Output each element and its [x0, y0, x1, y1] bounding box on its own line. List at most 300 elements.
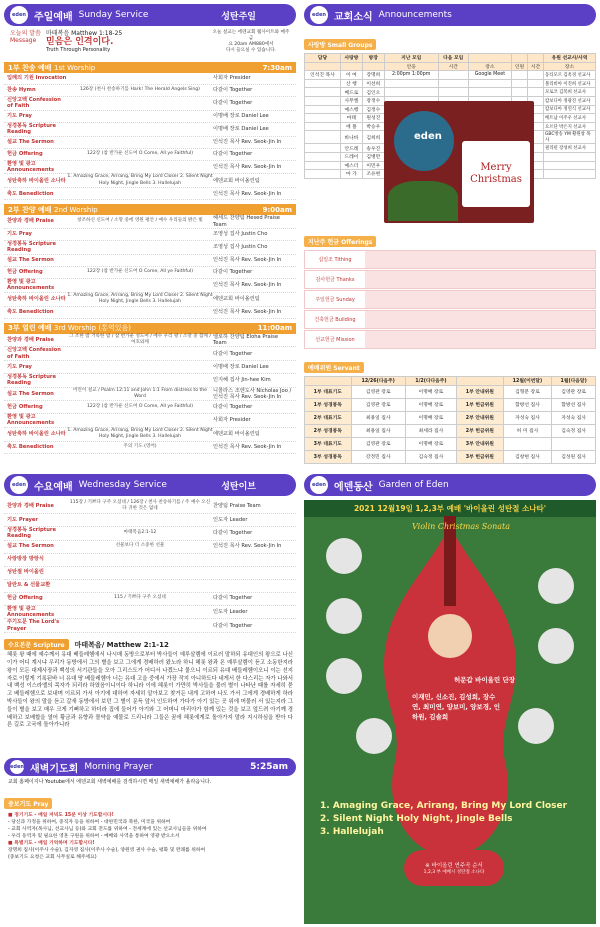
message-box: [4, 26, 296, 62]
servant-cell: 김성원 집사: [552, 450, 596, 463]
scripture-ref: 마태복음 Matthew 1:18-25: [46, 30, 123, 37]
sg-cell: 2:00pm 1:00pm: [384, 71, 438, 80]
offering-label: 감사헌금 Thanks: [305, 271, 365, 288]
servant-cell: 김숙정 집사: [552, 424, 596, 437]
order-leader: 인석진 목사 Rev. Seok-Jin In: [213, 163, 282, 170]
order-row: [4, 73, 296, 85]
sg-cell: Google Meet: [468, 71, 511, 80]
wednesday-order-list: [4, 500, 296, 633]
sg-cell: 캄보디아 정광진 선교사: [544, 96, 596, 105]
violin-sonata-poster: [304, 500, 596, 924]
order-row: [4, 267, 296, 279]
sg-cell: 에 폴: [340, 122, 362, 131]
sg-subheader-cell: 안웅: [384, 62, 438, 71]
member-photo: [356, 718, 392, 754]
sg-cell: 사무엘: [340, 96, 362, 105]
order-leader: 인지혜 집사 Jin-hee Kim: [213, 376, 271, 383]
offering-label: 주일헌금 Sunday: [305, 291, 365, 308]
program-list: [320, 800, 567, 839]
order-row: [4, 527, 296, 541]
order-leader: 다같이 Together: [213, 100, 253, 107]
order-item: 달란트 & 선물교환: [7, 582, 51, 589]
servant-cell: 최용일 집사: [351, 424, 405, 437]
sunday-header: [4, 4, 296, 26]
order-row: [4, 619, 296, 633]
servant-title: 예배위원 Servant: [304, 362, 364, 373]
offering-row: [304, 270, 596, 289]
offering-label: 십일조 Tithing: [305, 251, 365, 268]
eden-logo-icon: eden: [310, 6, 328, 24]
prayer-line: - 교회 사역자(목사님, 선교사님 등)와 교회 전도를 위하여 - 전세계에 있는 선교사님들을 위하여: [8, 827, 207, 833]
servant-header-cell: 12월(이번달): [503, 377, 552, 386]
sg-cell: 송우진: [362, 144, 384, 153]
order-item: 신앙고백 Confession of Faith: [7, 347, 61, 360]
sg-cell: 박승우: [362, 122, 384, 131]
order-row: [4, 554, 296, 567]
order-leader: 에덴교회 바이올린팀: [213, 177, 260, 184]
servant-cell: 김영관 장로: [351, 385, 405, 398]
sg-cell: 베드로: [340, 88, 362, 97]
announcements-panel: [304, 4, 596, 461]
member-photo: [326, 658, 362, 694]
servant-cell: 1부 성경봉독: [305, 398, 352, 411]
order-row: [4, 111, 296, 123]
prayer-line: ■ 특별기도 - 매일 기억하며 기도합시다!: [8, 841, 95, 847]
order-detail: 그 조한 밤 거룩한 밤 / 참 반가운 성도여 / 예수 우리 왕 / 소망 중 함께 / 여호와께: [69, 333, 211, 345]
order-detail: 1. Amazing Grace, Arirang, Bring My Lord Closer 2. Silent Night Holy Night, Jingle Bells 3. Hallelujah: [67, 427, 213, 440]
offering-label: 건축헌금 Building: [305, 311, 365, 328]
order-leader: 다같이 Together: [213, 269, 253, 276]
sg-cell: [527, 71, 543, 80]
order-item: 성경봉독 Scripture Reading: [7, 526, 56, 540]
merry-christmas-card: Merry Christmas: [462, 141, 530, 207]
order-row: [4, 593, 296, 606]
servant-cell: 3부 대표기도: [305, 437, 352, 450]
sg-cell: 원성진: [362, 114, 384, 123]
order-leader: 인석진 목사 Rev. Seok-Jin In: [213, 308, 282, 315]
sg-cell: 김인오: [362, 88, 384, 97]
christmas-photo: eden Merry Christmas: [384, 101, 534, 223]
sg-cell: [305, 122, 341, 131]
order-leader: 인석진 목사 Rev. Seok-Jin In: [213, 257, 282, 264]
announcements-header: [304, 4, 596, 26]
sg-subheader-cell: 인원: [512, 62, 528, 71]
sg-header-cell: 방장: [362, 54, 384, 63]
order-item: 환영 및 광고 Announcements: [7, 605, 55, 619]
sg-cell: [438, 79, 468, 88]
sg-cell: 바나바: [340, 131, 362, 144]
order-leader: 조영성 집사 Justin Cho: [213, 244, 268, 251]
order-row: [4, 361, 296, 374]
member-photo: [518, 708, 554, 744]
sg-cell: 장정수: [362, 96, 384, 105]
sg-cell: 김희희: [362, 131, 384, 144]
order-item: 신앙고백 Confession of Faith: [7, 97, 61, 110]
order-item: 찬양과 경배 Praise: [7, 336, 54, 343]
servant-cell: 이명배 장로: [405, 385, 456, 398]
sg-cell: 요르단 박은지 선교사: [544, 122, 596, 131]
order-item: 축도 Benediction: [7, 308, 54, 315]
wednesday-scripture-ref: 마태복음/ Matthew 2:1-12: [74, 640, 169, 649]
order-item: 성경봉독 Scripture Reading: [7, 241, 56, 254]
member-photo: [326, 598, 362, 634]
order-item: 성경봉독 Scripture Reading: [7, 122, 56, 136]
order-detail: 선물보다 더 소중한 선물: [115, 543, 165, 549]
servant-cell: 3부 헌금위원: [457, 450, 504, 463]
order-leader: 에덴교회 바이올린팀: [213, 295, 260, 302]
order-item: 기도 Pray: [7, 231, 32, 238]
sg-cell: 이민우: [362, 161, 384, 170]
order-item: 헌금 Offering: [7, 595, 43, 602]
sg-header-cell: 담당: [305, 54, 341, 63]
wednesday-scripture-head: [4, 639, 296, 650]
order-row: [4, 514, 296, 527]
dawn-prayer-subtitle: Morning Prayer: [84, 762, 153, 773]
order-row: [4, 123, 296, 137]
order-item: 환영 및 광고 Announcements: [7, 160, 55, 174]
order-detail: 126장 (천사 찬송하기를 Hark! The Herald Angels Sing): [80, 87, 200, 93]
order-leader: 니콜라스 조엔도사 Nicholas Joo / 인석진 목사 Rev. Seok-Jin In: [213, 387, 292, 400]
wednesday-title: 수요예배: [34, 481, 73, 493]
sg-cell: [305, 152, 341, 161]
sg-cell: [305, 88, 341, 97]
order-item: 설교 The Sermon: [7, 138, 54, 145]
order-row: [4, 606, 296, 620]
order-item: 성탄축하 바이올린 소나타: [7, 295, 66, 302]
sg-header-cell: 사랑방: [340, 54, 362, 63]
order-leader: 이명배 장로 Daniel Lee: [213, 363, 269, 370]
servant-cell: 김창현 집사: [503, 450, 552, 463]
small-groups-area: [304, 53, 596, 227]
sg-subheader-cell: [305, 62, 341, 71]
member-photo: [538, 628, 574, 664]
member-photo: [326, 538, 362, 574]
servant-cell: 자성숙 집사: [552, 411, 596, 424]
sg-header-cell: 다음 모임: [438, 54, 468, 63]
sunday-service-panel: [4, 4, 296, 452]
sonata-title: Violin Christmas Sonata: [412, 522, 511, 531]
order-leader: 다같이 Together: [213, 530, 253, 537]
eden-logo-icon: eden: [310, 476, 328, 494]
first-service-bar: 1부 찬송 예배 1st Worship 7:30am: [4, 62, 296, 73]
prayer-title: 중보기도 Pray: [4, 798, 52, 809]
order-leader: 이명배 장로 Daniel Lee: [213, 113, 269, 120]
servant-header-cell: 12/26(다음주): [351, 377, 405, 386]
third-service-bar: 3부 열린 예배 3rd Worship (통역있음) 11:00am: [4, 323, 296, 334]
servant-cell: [503, 437, 552, 450]
announcements-title: 교회소식: [334, 11, 373, 23]
order-row: [4, 442, 296, 455]
order-detail: 115장 / 기쁘다 구주 오셨네 / 126장 / 천사 찬송하기를 / 주 예수 오신 다 귀한 것은 없네: [69, 500, 211, 512]
sg-cell: [384, 79, 438, 88]
sg-cell: [305, 79, 341, 88]
sg-cell: [305, 96, 341, 105]
order-leader: 찬양팀 Praise Team: [213, 503, 261, 510]
sg-subheader-cell: 장소: [544, 62, 596, 71]
member-names: 이재민, 신소진, 김성희, 장수연, 최미연, 양보미, 양보경, 인하원, 김솔희: [412, 693, 500, 721]
servant-header-cell: 1/2(다다음주): [405, 377, 456, 386]
sg-header-cell: [512, 54, 528, 63]
sg-cell: 조유현: [362, 170, 384, 179]
order-item: 사랑방장 방랑식: [7, 556, 44, 563]
sg-cell: 필리핀 장성희 선교사: [544, 144, 596, 153]
message-label: 오늘의 말씀 Message: [10, 30, 41, 44]
eden-logo-icon: eden: [10, 476, 28, 494]
sg-subheader-cell: 시간: [438, 62, 468, 71]
order-item: 기도 Prayer: [7, 516, 38, 523]
sg-subheader-cell: [340, 62, 362, 71]
sg-cell: [305, 161, 341, 170]
order-row: [4, 149, 296, 161]
sg-cell: 인석진 목사: [305, 71, 341, 80]
order-leader: 인석진 목사 Rev. Seok-Jin In: [213, 138, 282, 145]
order-row: [4, 215, 296, 229]
order-leader: 인도자 Leader: [213, 516, 248, 523]
order-leader: 인석진 목사 Rev. Seok-Jin In: [213, 282, 282, 289]
order-item: 축도 Benediction: [7, 444, 54, 451]
sg-cell: [512, 88, 528, 97]
sg-cell: [544, 152, 596, 161]
servant-cell: 이명배 장로: [405, 398, 456, 411]
servant-table: [304, 376, 596, 464]
servant-cell: 최용일 집사: [351, 411, 405, 424]
order-detail: 115 / 기쁘다 구주 오셨네: [114, 595, 166, 601]
sg-cell: 이 여: [340, 71, 362, 80]
offering-row: [304, 290, 596, 309]
sg-cell: [512, 79, 528, 88]
order-item: 입례의 기원 Invocation: [7, 75, 67, 82]
order-row: [4, 255, 296, 267]
sg-cell: [305, 114, 341, 123]
order-row: [4, 307, 296, 319]
sg-cell: 이선희: [362, 79, 384, 88]
order-item: 찬양과 경배 Praise: [7, 218, 54, 225]
servant-cell: 함방선 집사: [503, 398, 552, 411]
member-photo: [538, 568, 574, 604]
sunday-subtitle: Sunday Service: [78, 10, 149, 20]
prayer-line: - 우리 동역자 및 필요한 영혼 구원을 위하여 - 예배와 사역을 통하여 영광 받으소서: [8, 834, 180, 840]
order-leader: 다같이 Together: [213, 150, 253, 157]
message-content: [46, 30, 208, 58]
wreath-icon: [388, 181, 458, 221]
order-row: [4, 97, 296, 111]
wednesday-header: [4, 474, 296, 496]
second-service-list: [4, 215, 296, 318]
sg-cell: 강명희: [362, 71, 384, 80]
order-item: 환영 및 광고 Announcements: [7, 278, 55, 292]
order-leader: 이명배 장로 Daniel Lee: [213, 126, 269, 133]
order-row: [4, 334, 296, 348]
sg-cell: 동티모르 김옥경 선교사: [544, 71, 596, 80]
servant-header-cell: 1월(다음달): [552, 377, 596, 386]
order-item: 주기도문 The Lord's Prayer: [7, 619, 60, 632]
order-row: [4, 279, 296, 293]
order-item: 찬송 Hymn: [7, 87, 36, 94]
first-service-list: [4, 73, 296, 200]
order-row: [4, 229, 296, 241]
order-detail: 122장 (참 반가운 신도여 O Come, All ye Faithful): [87, 150, 193, 156]
order-detail: 마태복음2:1-12: [123, 530, 157, 536]
order-row: [4, 137, 296, 149]
servant-cell: 김영관 장로: [552, 385, 596, 398]
leader-photo: [428, 614, 472, 658]
order-item: 설교 The Sermon: [7, 257, 54, 264]
order-row: [4, 85, 296, 97]
servant-cell: [552, 437, 596, 450]
order-leader: 인석진 목사 Rev. Seok-Jin In: [213, 543, 282, 550]
prayer-line: 장명희 집사(이주사 수술), 김자영 집사(이주사 수술), 양원영 권사 수술, 평화 및 완쾌를 위하여: [8, 848, 206, 854]
small-groups-title: 사랑방 Small Groups: [304, 39, 376, 50]
order-leader: 에덴교회 바이올린팀: [213, 430, 260, 437]
servant-cell: 함방선 집사: [552, 398, 596, 411]
sg-cell: [468, 79, 511, 88]
poster-headline: 2021 12월19일 1,2,3부 예배 '바이올린 성탄절 소나타': [304, 500, 596, 517]
sg-cell: GBC방송 YM 황원창 목사: [544, 131, 596, 144]
sg-cell: 예스더: [340, 161, 362, 170]
servant-cell: 김영관 장로: [351, 398, 405, 411]
offering-row: [304, 250, 596, 269]
sg-cell: [438, 88, 468, 97]
order-leader: 다같이 Together: [213, 87, 253, 94]
sg-cell: 김병만: [362, 152, 384, 161]
eden-logo-icon: eden: [10, 6, 28, 24]
wednesday-service-panel: [4, 474, 296, 924]
order-leader: 인석진 목사 Rev. Seok-Jin In: [213, 444, 282, 451]
order-detail: 122장 (참 반가운 신도여 O Come, All ye Faithful): [87, 269, 193, 275]
third-service-list: [4, 334, 296, 455]
order-item: 성탄절 바이올린: [7, 569, 44, 576]
order-item: 환영 및 광고 Announcements: [7, 413, 55, 427]
servant-cell: 2부 헌금위원: [457, 424, 504, 437]
prayer-line: (중보기도 요청은 교회 사무실로 해주세요): [8, 855, 97, 861]
eden-subtitle: Garden of Eden: [378, 480, 449, 490]
servant-cell: 3부 안내위원: [457, 437, 504, 450]
wednesday-scripture-label: 수요본문 Scripture: [4, 639, 69, 650]
order-item: 헌금 Offering: [7, 269, 43, 276]
order-detail: 어린이 설교 / Psalm 12:11 and John 1:1 From distress to the Word: [72, 387, 208, 399]
order-leader: 헤세드 찬양팀 Hesed Praise Team: [213, 215, 280, 228]
sg-cell: 산 행: [340, 79, 362, 88]
sg-cell: [305, 170, 341, 179]
sg-cell: [384, 88, 438, 97]
order-item: 설교 The Sermon: [7, 543, 54, 550]
order-leader: 인도자 Leader: [213, 608, 248, 615]
sg-header-cell: 지난 모임: [384, 54, 438, 63]
order-row: [4, 567, 296, 580]
sg-cell: [512, 71, 528, 80]
order-row: [4, 174, 296, 188]
sg-cell: 캄보디아 정연식 선교사: [544, 105, 596, 114]
sg-cell: [438, 71, 468, 80]
sg-subheader-cell: [362, 62, 384, 71]
servant-cell: 이명배 장로: [405, 437, 456, 450]
wednesday-scripture-text: 헤롯 왕 때에 예수께서 유대 베들레헴에서 나시매 동방으로부터 박사들이 예루살렘에 이르러 말하되 유대인의 왕으로 나신 이가 어디 계시냐 우리가 동방에서 그의 별을 보고 그에게 경배하러 왔노라 하니 헤롯 왕과 온 예루살렘이 듣고 소동한지라 왕이 모든 대제사장과 백성의 서기관들을 모아 그리스도가 어디서 나겠느냐 물으니 이르되 유대 베들레헴이오니 이는 선지자로 이렇게 기록된바 너 유대 땅 베들레헴아 너는 유대 고을 중에서 가장 작지 아니하도다 네게서 한 다스리는 자가 나와서 내 백성 이스라엘의 목자가 되리라 하였음이니이다 하니라 이에 헤롯이 가만히 박사들을 불러 별이 나타난 때를 자세히 묻고 베들레헴으로 보내며 이르되 가서 아기에 대하여 자세히 알아보고 찾거든 내게 고하여 나도 가서 그에게 경배하게 하라 박사들이 왕의 말을 듣고 갈새 동방에서 보던 그 별이 문득 앞서 인도하여 가다가 아기 있는 곳 위에 머물러 서 있는지라 그들이 별을 보고 매우 크게 기뻐하고 하더라 집에 들어가 아기와 그 어머니 마리아가 함께 있는 것을 보고 엎드려 아기께 경배하고 보배합을 열어 황금과 유향과 몰약을 예물로 드리니라 그들은 꿈에 헤롯에게로 돌아가지 말라 지시하심을 받아 다른 길로 고국에 돌아가니라: [7, 652, 294, 729]
servant-cell: 김영관 장로: [351, 437, 405, 450]
order-leader: 다같이 Together: [213, 403, 253, 410]
order-row: [4, 541, 296, 554]
order-row: [4, 293, 296, 307]
order-row: [4, 401, 296, 414]
order-detail: 1. Amazing Grace, Arirang, Bring My Lord Closer 2. Silent Night Holy Night, Jingle Bells 3. Hallelujah: [67, 174, 213, 186]
program-item: 1. Amaging Grace, Arirang, Bring My Lord Closer: [320, 801, 568, 811]
sg-cell: [305, 105, 341, 114]
garden-of-eden-panel: [304, 474, 596, 924]
order-row: [4, 428, 296, 442]
order-leader: 다같이 Together: [213, 350, 253, 357]
order-item: 헌금 Offering: [7, 150, 43, 157]
dawn-prayer-header: [4, 758, 296, 776]
order-detail: 122장 (참 반가운 신도여 O Come, All ye Faithful): [87, 403, 193, 409]
servant-cell: 강정민 집사: [351, 450, 405, 463]
order-item: 헌금 Offering: [7, 403, 43, 410]
order-row: [4, 188, 296, 200]
servant-cell: 2부 대표기도: [305, 411, 352, 424]
sg-subheader-cell: 시간: [527, 62, 543, 71]
program-stamp: ※ 바이올린 연주곡 순서 1,2,3 부 예배시 성탄절 소나타: [404, 850, 504, 886]
servant-cell: 김형분 장로: [503, 385, 552, 398]
leader-label: 허문갑 바이올린 단장: [454, 676, 516, 684]
sg-cell: 마태: [340, 114, 362, 123]
servant-cell: 자성숙 집사: [503, 411, 552, 424]
order-leader: 사회자 Presider: [213, 75, 251, 82]
order-detail: 창조하신 신도여 / 소망 중에 영원 평안 / 예수 우리들의 밝은 빛: [77, 218, 203, 224]
sg-cell: [527, 88, 543, 97]
program-item: 2. Silent Night Holy Night, Jingle Bells: [320, 814, 513, 824]
sg-cell: 모로코 김복희 선교사: [544, 88, 596, 97]
sg-cell: 드레이: [340, 152, 362, 161]
sermon-title: 믿음은 인격이다.: [46, 37, 114, 47]
sg-cell: [544, 170, 596, 179]
order-row: [4, 374, 296, 388]
sg-cell: 볼리비아 이진희 선교사: [544, 79, 596, 88]
eden-title: 에덴동산: [334, 481, 373, 493]
dawn-prayer-time: 5:25am: [250, 762, 288, 773]
sg-cell: [468, 88, 511, 97]
order-item: 기도 Pray: [7, 363, 32, 370]
sg-cell: [544, 161, 596, 170]
order-row: [4, 580, 296, 593]
servant-cell: 1부 안내위원: [457, 385, 504, 398]
prayer-line: - 당신과 가정을 위하여, 중직자 등을 위하여 - 대한민국과 북한, 미국을 위하여: [8, 820, 171, 826]
offering-row: [304, 330, 596, 349]
servant-cell: 이명배 장로: [405, 411, 456, 424]
eden-logo-icon: eden: [10, 760, 24, 774]
order-row: [4, 347, 296, 361]
servant-cell: 최세라 집사: [405, 424, 456, 437]
order-row: [4, 500, 296, 514]
servant-cell: 허 미 집사: [503, 424, 552, 437]
order-item: 성탄축하 바이올린 소나타: [7, 430, 66, 437]
order-item: 성탄축하 바이올린 소나타: [7, 177, 66, 184]
sg-cell: 안드레: [340, 144, 362, 153]
servant-cell: 3부 성경봉독: [305, 450, 352, 463]
sg-header-cell: 유원 선교사/사역: [544, 54, 596, 63]
sg-cell: 마 가: [340, 170, 362, 179]
order-item: 성경봉독 Scripture Reading: [7, 373, 56, 387]
sermon-title-en: Truth Through Personality: [46, 47, 111, 53]
order-leader: 다같이 Together: [213, 622, 253, 629]
announcements-subtitle: Announcements: [378, 10, 452, 20]
broadcast-note: 오늘 설교는 에덴교회 웹사이트와 매주 금 요 20am AM880에서 다시 들으실 수 있습니다.: [212, 30, 290, 53]
order-leader: 인석진 목사 Rev. Seok-Jin In: [213, 190, 282, 197]
order-item: 기도 Pray: [7, 113, 32, 120]
sg-cell: [527, 79, 543, 88]
sg-cell: 베트남 이주우 선교사: [544, 114, 596, 123]
sg-cell: 김정수: [362, 105, 384, 114]
wednesday-subtitle: Wednesday Service: [78, 480, 167, 490]
servant-cell: 2부 성경봉독: [305, 424, 352, 437]
order-row: [4, 161, 296, 175]
